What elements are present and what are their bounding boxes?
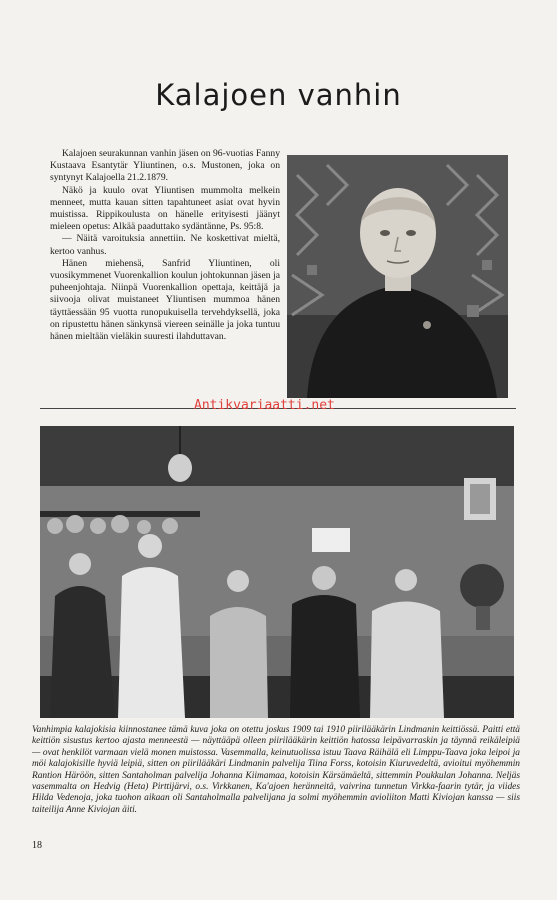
article-body: [50, 148, 280, 343]
portrait-photo: [287, 155, 508, 398]
article-paragraph: — Näitä varoituksia annettiin. Ne koskettivat mieltä, kertoo vanhus.: [50, 233, 280, 257]
kitchen-group-photo: [40, 426, 514, 718]
article-paragraph: Näkö ja kuulo ovat Yliuntisen mummolta melkein menneet, mutta kauan sitten tapahtuneet asiat ovat hyvin muistissa. Rippikoulusta on hänelle erityisesti jäänyt mieleen opetus: Alkää paaduttako sydäntänne, Ps. 95:8.: [50, 184, 280, 233]
article-title: Kalajoen vanhin: [155, 78, 402, 112]
watermark-text: Antikvariaatti.net: [194, 398, 335, 413]
article-paragraph: Hänen miehensä, Sanfrid Yliuntinen, oli vuosikymmenet Vuorenkallion koulun johtokunnan jäsen ja puheenjohtaja. Niinpä Vuorenkallion opettaja, keittäjä ja siivooja olivat muistaneet Yliuntisen mummoa hänen täyttäessään 95 vuotta runopukuisella tervehdyksellä, joka on ripustettu hänen sänkynsä viereen seinälle ja joka tuntuu hänen mieltään vieläkin suuresti ilahduttavan.: [50, 257, 280, 343]
photo-caption: Vanhimpia kalajokisia kiinnostanee tämä kuva joka on otettu joskus 1909 tai 1910 piirilääkärin Lindmanin keittiössä. Paitti että keittiön sisustus kertoo ajasta menneestä — näyttääpä olleen piirilääkärin keittiön hatossa leipävarraskin ja täynnä reikäleipiä — ovat henkilöt varmaan vielä monen muistossa. Vasemmalla, keinutuolissa istuu Taava Räihälä eli Limppu-Taava joka leipoi ja möi kalajokisille hyviä leipiä, sitten on piirilääkäri Lindmanin palvelija Tiina Forss, kotoisin Kiuruvedeltä, avioitui myöhemmin Rantion Häröön, sitten Santaholman palvelija Johanna Kiimamaa, kotoisin Kärsämäeltä, sittemmin Poukkulan Johanna. Neljäs vasemmalta on Hedvig (Heta) Pirttijärvi, o.s. Virkkanen, Ka'ajoen heränneitä, vaivrina tunnetun Virkka-faarin tytär, ja viides Hilda Vedenoja, joka tuohon aikaan oli Santaholmalla palvelijana ja solmi myöhemmin avioliiton Matti Kiviojan kanssa — siis taiteilija Anne Kiviojan äiti.: [32, 725, 520, 815]
article-paragraph: Kalajoen seurakunnan vanhin jäsen on 96-vuotias Fanny Kustaava Esantytär Yliuntinen, o.s. Mustonen, joka on syntynyt Kalajoella 21.2.1879.: [50, 148, 280, 184]
page-number: 18: [32, 840, 42, 851]
